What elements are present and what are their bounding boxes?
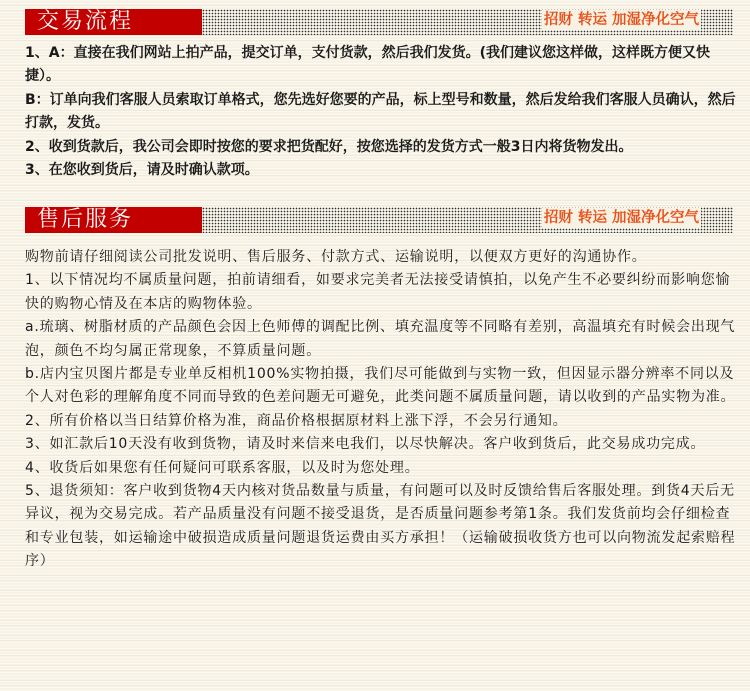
paragraph: 购物前请仔细阅读公司批发说明、售后服务、付款方式、运输说明，以便双方更好的沟通协作。 xyxy=(25,249,647,265)
paragraph: 5、退货须知：客户收到货物4天内核对货品数量与质量，有问题可以及时反馈给售后客服处理。到货4天后无异议，视为交易完成。若产品质量没有问题不接受退货，是否质量问题参考第1条。我们发货前均会仔细检查和专业包装，如运输途中破损造成质量问题退货运费由买方承担！（运输破损收货方也可以向物流发起索赔程序） xyxy=(25,483,736,570)
paragraph: 1、A：直接在我们网站上拍产品，提交订单，支付货款，然后我们发货。(我们建议您这样做，这样既方便又快捷）。 xyxy=(25,45,710,85)
paragraph: 2、收到货款后，我公司会即时按您的要求把货配好，按您选择的发货方式一般3日内将货物发出。 xyxy=(25,138,633,155)
paragraph: a.琉璃、树脂材质的产品颜色会因上色师傅的调配比例、填充温度等不同略有差别，高温填充有时候会出现气泡，颜色不均匀属正常现象，不算质量问题。 xyxy=(25,319,736,359)
paragraph: 4、收货后如果您有任何疑问可联系客服，以及时为您处理。 xyxy=(25,459,420,476)
section-header-trade-process xyxy=(25,9,733,35)
after-sales-content xyxy=(25,246,737,574)
paragraph: 2、所有价格以当日结算价格为准，商品价格根据原材料上涨下浮，不会另行通知。 xyxy=(25,412,568,429)
paragraph: 3、在您收到货后，请及时确认款项。 xyxy=(25,162,259,179)
section-title: 交易流程 xyxy=(25,9,202,35)
paragraph: 3、如汇款后10天没有收到货物，请及时来信来电我们，以尽快解决。客户收到货后，此交易成功完成。 xyxy=(25,436,706,453)
dotted-pattern xyxy=(202,207,733,233)
trade-process-content xyxy=(25,42,737,182)
slogan-text: 招财 转运 加湿净化空气 xyxy=(543,12,699,28)
paragraph: B：订单向我们客服人员索取订单格式，您先选好您要的产品，标上型号和数量，然后发给我们客服人员确认，然后打款，发货。 xyxy=(25,91,736,132)
paragraph: b.店内宝贝图片都是专业单反相机100%实物拍摄，我们尽可能做到与实物一致，但因显示器分辨率不同以及个人对色彩的理解角度不同而导致的色差问题无可避免，此类问题不属质量问题，请以收到的产品实物为准。 xyxy=(25,366,736,406)
section-title: 售后服务 xyxy=(25,207,202,233)
section-header-after-sales xyxy=(25,207,733,233)
dotted-pattern xyxy=(202,9,733,35)
paragraph: 1、以下情况均不属质量问题，拍前请细看，如要求完美者无法接受请慎拍，以免产生不必要纠纷而影响您愉快的购物心情及在本店的购物体验。 xyxy=(25,272,731,312)
slogan-text: 招财 转运 加湿净化空气 xyxy=(543,210,699,226)
